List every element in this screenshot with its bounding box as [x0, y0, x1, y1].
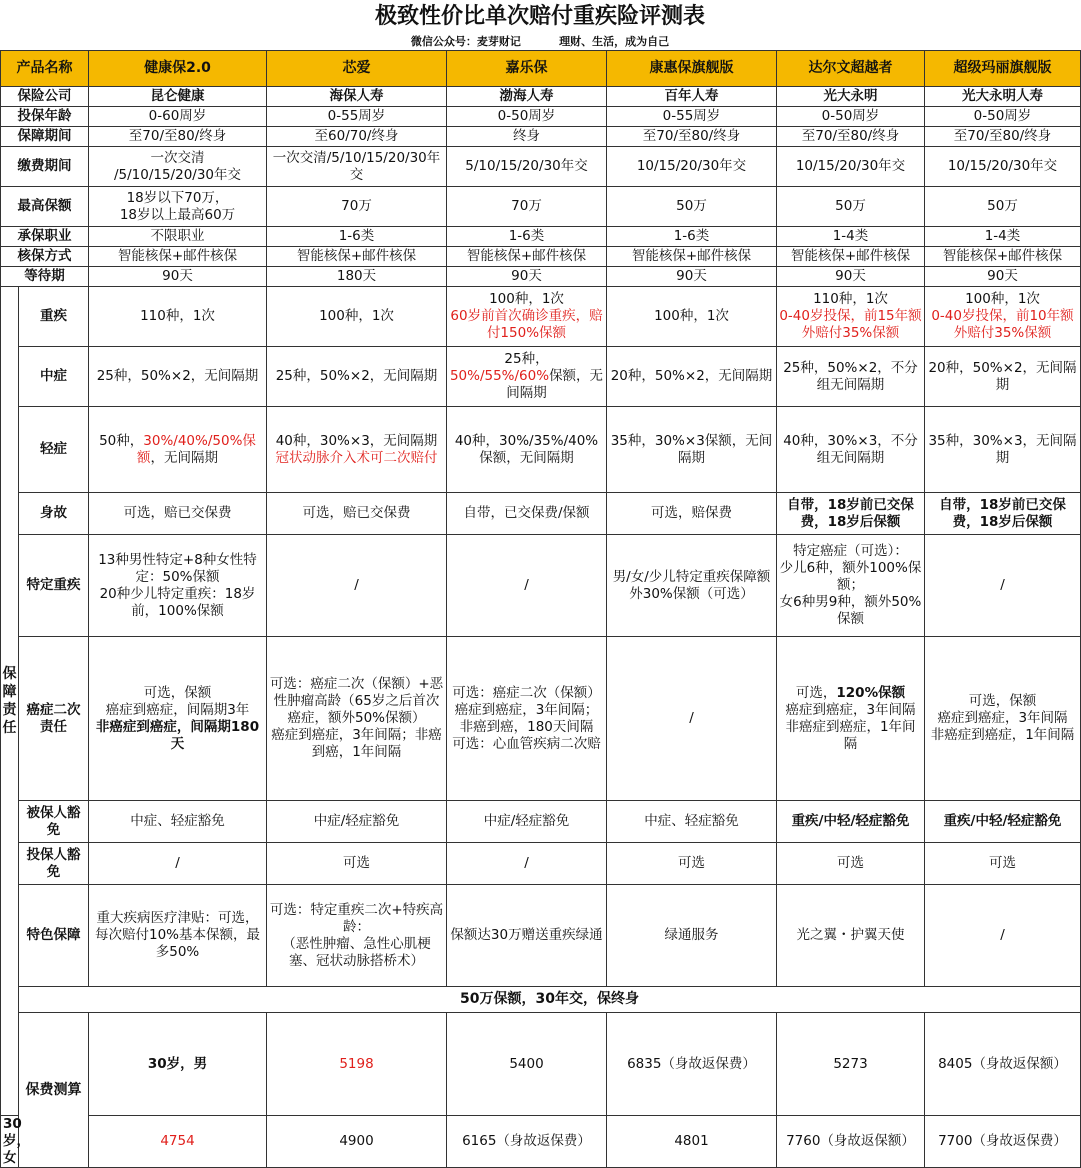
cell: 0-50周岁 — [925, 107, 1081, 127]
cell: 智能核保+邮件核保 — [89, 247, 267, 267]
cell: 0-50周岁 — [777, 107, 925, 127]
table-row — [1, 801, 1081, 843]
row-label: 保险公司 — [1, 87, 89, 107]
cell: 10/15/20/30年交 — [777, 147, 925, 187]
cell: 终身 — [447, 127, 607, 147]
cell: 40种，30%/35%/40%保额，无间隔期 — [447, 407, 607, 493]
bold-text: 非癌症到癌症，间隔期180天 — [95, 718, 260, 752]
cell: 智能核保+邮件核保 — [925, 247, 1081, 267]
row-label: 等待期 — [1, 267, 89, 287]
table-row — [1, 1116, 1081, 1168]
row-label: 特色保障 — [19, 885, 89, 987]
cell: 5198 — [267, 1013, 447, 1116]
cell: 可选，赔已交保费 — [267, 493, 447, 535]
page-subtitle: 微信公众号：麦芽财记 理财、生活，成为自己 — [410, 35, 670, 48]
cell: 40种，30%×3，不分组无间隔期 — [777, 407, 925, 493]
table-row — [1, 843, 1081, 885]
cell: 可选 — [925, 843, 1081, 885]
cell: 1-4类 — [925, 227, 1081, 247]
cell: 至60/70/终身 — [267, 127, 447, 147]
cell: 智能核保+邮件核保 — [267, 247, 447, 267]
cell: 可选，赔已交保费 — [89, 493, 267, 535]
table-row — [1, 247, 1081, 267]
table-row — [1, 407, 1081, 493]
cell: / — [447, 843, 607, 885]
cell-line: 100种，1次 — [965, 291, 1040, 307]
cell: 4801 — [607, 1116, 777, 1168]
table-row — [1, 107, 1081, 127]
row-label: 重疾 — [19, 287, 89, 347]
highlight-text: 冠状动脉介入术可二次赔付 — [275, 449, 438, 466]
row-label: 承保职业 — [1, 227, 89, 247]
table-row — [1, 885, 1081, 987]
cell: 6165（身故返保费） — [447, 1116, 607, 1168]
page-title: 极致性价比单次赔付重疾险评测表 — [374, 4, 705, 29]
highlight-text: 0-40岁投保，前10年额外赔付35%保额 — [931, 308, 1074, 341]
cell: 绿通服务 — [607, 885, 777, 987]
header-product: 康惠保旗舰版 — [607, 51, 777, 87]
header-label: 产品名称 — [1, 51, 89, 87]
cell: 可选 — [607, 843, 777, 885]
cell: 7760（身故返保额） — [777, 1116, 925, 1168]
cell: / — [607, 637, 777, 801]
cell — [777, 287, 925, 347]
table-row — [1, 287, 1081, 347]
row-label: 保障期间 — [1, 127, 89, 147]
cell: 特定癌症（可选）： 少儿6种，额外100%保额； 女6种男9种，额外50%保额 — [777, 535, 925, 637]
table-row — [1, 1013, 1081, 1116]
cell: 70万 — [447, 187, 607, 227]
row-label: 身故 — [19, 493, 89, 535]
header-product: 芯爱 — [267, 51, 447, 87]
cell: 50万 — [777, 187, 925, 227]
cell: 7700（身故返保费） — [925, 1116, 1081, 1168]
cell: 35种，30%×3保额，无间隔期 — [607, 407, 777, 493]
cell: 1-6类 — [447, 227, 607, 247]
cell: 男/女/少儿特定重疾保障额外30%保额（可选） — [607, 535, 777, 637]
header-row — [1, 51, 1081, 87]
cell: 5273 — [777, 1013, 925, 1116]
cell: 10/15/20/30年交 — [925, 147, 1081, 187]
cell-line: 50种， — [99, 432, 144, 449]
cell: 光大永明 — [777, 87, 925, 107]
cell: 一次交清/5/10/15/20/30年交 — [267, 147, 447, 187]
cell: 90天 — [607, 267, 777, 287]
header-product: 达尔文超越者 — [777, 51, 925, 87]
cell: 1-6类 — [607, 227, 777, 247]
row-label: 被保人豁免 — [19, 801, 89, 843]
cell-line: 40种，30%×3，无间隔期 — [275, 432, 438, 449]
cell: 可选，保额 癌症到癌症，3年间隔 非癌症到癌症，1年间隔 — [925, 637, 1081, 801]
cell: / — [447, 535, 607, 637]
cell: 1-6类 — [267, 227, 447, 247]
row-label: 投保年龄 — [1, 107, 89, 127]
cell-line: 110种，1次 — [813, 291, 888, 307]
section-label-premium: 保费测算 — [19, 1013, 89, 1168]
cell: / — [925, 885, 1081, 987]
highlight-text: 50%/55%/60% — [449, 368, 550, 384]
cell: 0-50周岁 — [447, 107, 607, 127]
highlight-text: 0-40岁投保，前15年额外赔付35%保额 — [779, 308, 922, 341]
row-label: 特定重疾 — [19, 535, 89, 637]
cell: 重大疾病医疗津贴：可选，每次赔付10%基本保额，最多50% — [89, 885, 267, 987]
cell — [89, 637, 267, 801]
header-product: 嘉乐保 — [447, 51, 607, 87]
cell-line: 25种， — [504, 351, 549, 367]
cell: 至70/至80/终身 — [607, 127, 777, 147]
cell — [89, 407, 267, 493]
cell — [447, 287, 607, 347]
table-row — [1, 267, 1081, 287]
cell: 50万 — [925, 187, 1081, 227]
premium-caption: 50万保额，30年交，保终身 — [19, 987, 1081, 1013]
bold-text: 120%保额 — [836, 684, 906, 701]
table-row — [1, 987, 1081, 1013]
cell: 25种，50%×2，无间隔期 — [89, 347, 267, 407]
cell: / — [267, 535, 447, 637]
cell: 一次交清 /5/10/15/20/30年交 — [89, 147, 267, 187]
cell: 20种，50%×2，无间隔期 — [607, 347, 777, 407]
cell: 可选 — [267, 843, 447, 885]
cell: 智能核保+邮件核保 — [777, 247, 925, 267]
cell: 1-4类 — [777, 227, 925, 247]
row-label: 轻症 — [19, 407, 89, 493]
cell: 5/10/15/20/30年交 — [447, 147, 607, 187]
cell: 90天 — [447, 267, 607, 287]
cell — [925, 287, 1081, 347]
cell: 可选，赔保费 — [607, 493, 777, 535]
cell: 90天 — [89, 267, 267, 287]
cell-line: 癌症到癌症，3年间隔 非癌症到癌症，1年间隔 — [785, 701, 916, 752]
cell: 中症/轻症豁免 — [267, 801, 447, 843]
cell: 可选 — [777, 843, 925, 885]
section-label-coverage: 保障责任 — [1, 287, 19, 1116]
row-label: 癌症二次责任 — [19, 637, 89, 801]
cell: 可选：癌症二次（保额） 癌症到癌症，3年间隔； 非癌到癌，180天间隔 可选：心血管疾病二次赔 — [447, 637, 607, 801]
row-label: 30岁，男 — [89, 1013, 267, 1116]
table-row — [1, 127, 1081, 147]
table-row — [1, 493, 1081, 535]
cell: 百年人寿 — [607, 87, 777, 107]
cell: 中症、轻症豁免 — [607, 801, 777, 843]
cell: 不限职业 — [89, 227, 267, 247]
cell: 100种，1次 — [267, 287, 447, 347]
table-row — [1, 187, 1081, 227]
table-row — [1, 637, 1081, 801]
cell: 自带，18岁前已交保费，18岁后保额 — [925, 493, 1081, 535]
table-row — [1, 227, 1081, 247]
cell: 可选：癌症二次（保额）+恶性肿瘤高龄（65岁之后首次癌症，额外50%保额） 癌症到癌症，3年间隔；非癌到癌，1年间隔 — [267, 637, 447, 801]
cell-line: 可选，保额 癌症到癌症，间隔期3年 — [105, 684, 250, 718]
cell: 中症、轻症豁免 — [89, 801, 267, 843]
cell: 自带，已交保费/保额 — [447, 493, 607, 535]
row-label: 核保方式 — [1, 247, 89, 267]
table-row — [1, 535, 1081, 637]
cell: 18岁以下70万， 18岁以上最高60万 — [89, 187, 267, 227]
cell: 5400 — [447, 1013, 607, 1116]
table-row — [1, 347, 1081, 407]
highlight-text: 30%/40%/50%保额 — [137, 432, 256, 466]
row-label: 中症 — [19, 347, 89, 407]
cell: 保额达30万赠送重疾绿通 — [447, 885, 607, 987]
row-label: 30岁，女 — [1, 1116, 19, 1168]
cell: 重疾/中轻/轻症豁免 — [925, 801, 1081, 843]
cell-line: 可选， — [795, 684, 837, 701]
cell: 25种，50%×2，无间隔期 — [267, 347, 447, 407]
cell: / — [89, 843, 267, 885]
cell-line: ，无间隔期 — [150, 449, 218, 466]
cell: 至70/至80/终身 — [777, 127, 925, 147]
row-label: 缴费期间 — [1, 147, 89, 187]
cell: 10/15/20/30年交 — [607, 147, 777, 187]
cell: 180天 — [267, 267, 447, 287]
cell: 4754 — [89, 1116, 267, 1168]
cell: 昆仑健康 — [89, 87, 267, 107]
table-row — [1, 87, 1081, 107]
cell: 70万 — [267, 187, 447, 227]
cell: 20种，50%×2，无间隔期 — [925, 347, 1081, 407]
comparison-table — [0, 50, 1081, 1168]
cell: 0-55周岁 — [607, 107, 777, 127]
cell: 13种男性特定+8种女性特定：50%保额 20种少儿特定重疾：18岁前，100%保额 — [89, 535, 267, 637]
cell: 35种，30%×3，无间隔期 — [925, 407, 1081, 493]
cell: / — [925, 535, 1081, 637]
cell — [447, 347, 607, 407]
header-product: 健康保2.0 — [89, 51, 267, 87]
cell: 光之翼・护翼天使 — [777, 885, 925, 987]
cell-line: 100种，1次 — [489, 291, 564, 307]
cell: 25种，50%×2，不分组无间隔期 — [777, 347, 925, 407]
header-product: 超级玛丽旗舰版 — [925, 51, 1081, 87]
cell: 重疾/中轻/轻症豁免 — [777, 801, 925, 843]
row-label: 最高保额 — [1, 187, 89, 227]
cell: 0-55周岁 — [267, 107, 447, 127]
cell: 海保人寿 — [267, 87, 447, 107]
cell: 8405（身故返保额） — [925, 1013, 1081, 1116]
cell: 中症/轻症豁免 — [447, 801, 607, 843]
cell: 智能核保+邮件核保 — [607, 247, 777, 267]
cell-line: 保额，无间隔期 — [506, 368, 604, 401]
cell — [267, 407, 447, 493]
row-label: 投保人豁免 — [19, 843, 89, 885]
table-row — [1, 147, 1081, 187]
cell: 可选：特定重疾二次+特疾高龄： （恶性肿瘤、急性心肌梗塞、冠状动脉搭桥术） — [267, 885, 447, 987]
cell: 90天 — [925, 267, 1081, 287]
cell: 渤海人寿 — [447, 87, 607, 107]
cell: 90天 — [777, 267, 925, 287]
cell: 4900 — [267, 1116, 447, 1168]
cell: 至70/至80/终身 — [925, 127, 1081, 147]
cell: 光大永明人寿 — [925, 87, 1081, 107]
cell: 100种，1次 — [607, 287, 777, 347]
cell — [777, 637, 925, 801]
cell: 自带，18岁前已交保费，18岁后保额 — [777, 493, 925, 535]
cell: 6835（身故返保费） — [607, 1013, 777, 1116]
cell: 110种，1次 — [89, 287, 267, 347]
highlight-text: 60岁前首次确诊重疾，赔付150%保额 — [450, 308, 603, 341]
cell: 0-60周岁 — [89, 107, 267, 127]
cell: 至70/至80/终身 — [89, 127, 267, 147]
cell: 50万 — [607, 187, 777, 227]
cell: 智能核保+邮件核保 — [447, 247, 607, 267]
